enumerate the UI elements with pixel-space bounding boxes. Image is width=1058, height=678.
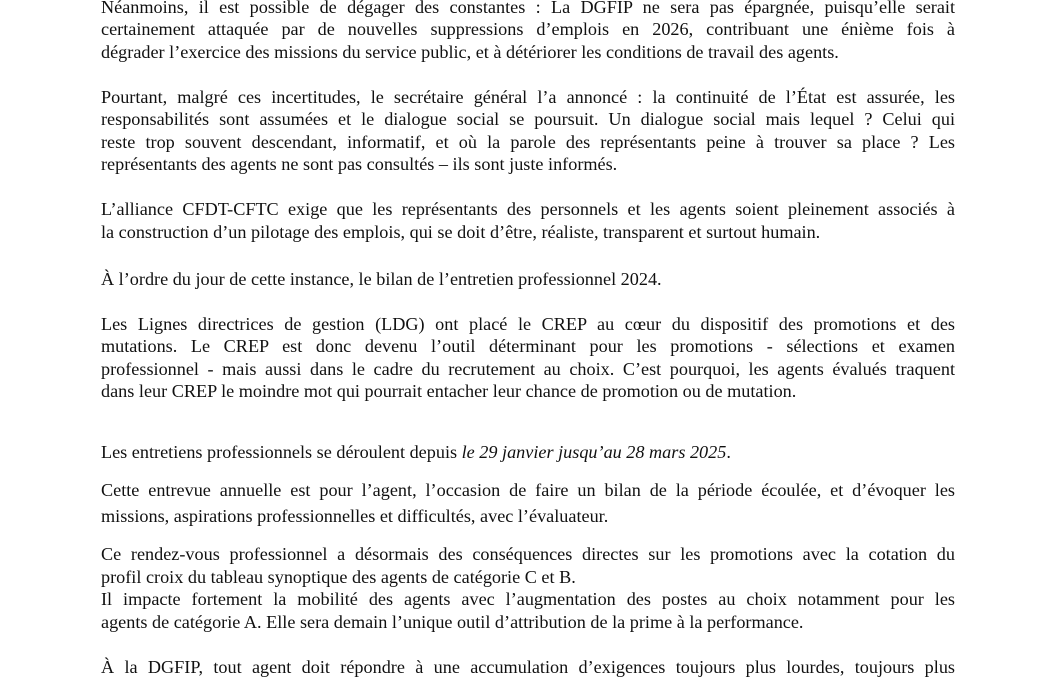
text-run: . bbox=[726, 442, 731, 462]
text-line: Les Lignes directrices de gestion (LDG) ont placé le CREP au cœur du dispositif des promotions et des bbox=[101, 314, 955, 334]
text-line: Pourtant, malgré ces incertitudes, le secrétaire général l’a annoncé : la continuité de l’État est assurée, les bbox=[101, 87, 955, 107]
text-line bbox=[101, 441, 955, 463]
text-line: la construction d’un pilotage des emplois, qui se doit d’être, réaliste, transparent et surtout humain. bbox=[101, 222, 821, 242]
text-line: agents de catégorie A. Elle sera demain l’unique outil d’attribution de la prime à la performance. bbox=[101, 612, 804, 632]
text-line: professionnel - mais aussi dans le cadre du recrutement au choix. C’est pourquoi, les agents évalués traquent bbox=[101, 359, 955, 379]
text-line: À l’ordre du jour de cette instance, le bilan de l’entretien professionnel 2024. bbox=[101, 269, 662, 289]
text-line: Cette entrevue annuelle est pour l’agent, l’occasion de faire un bilan de la période écoulée, et d’évoquer les bbox=[101, 480, 955, 500]
text-run: Les entretiens professionnels se déroulent depuis bbox=[101, 442, 462, 462]
text-line: certainement attaquée par de nouvelles suppressions d’emplois en 2026, contribuant une énième fois à bbox=[101, 19, 955, 39]
text-line: Ce rendez-vous professionnel a désormais des conséquences directes sur les promotions avec la cotation du bbox=[101, 544, 955, 564]
date-range-italic: le 29 janvier jusqu’au 28 mars 2025 bbox=[461, 442, 727, 462]
text-line: À la DGFIP, tout agent doit répondre à une accumulation d’exigences toujours plus lourdes, toujours plus bbox=[101, 657, 955, 677]
text-line: missions, aspirations professionnelles et difficultés, avec l’évaluateur. bbox=[101, 506, 609, 526]
text-line: dans leur CREP le moindre mot qui pourrait entacher leur chance de promotion ou de mutation. bbox=[101, 381, 797, 401]
text-line: Néanmoins, il est possible de dégager des constantes : La DGFIP ne sera pas épargnée, puisqu’elle serait bbox=[101, 0, 955, 17]
text-line: représentants des agents ne sont pas consultés – ils sont juste informés. bbox=[101, 154, 618, 174]
text-line: L’alliance CFDT-CFTC exige que les représentants des personnels et les agents soient pleinement associés à bbox=[101, 199, 955, 219]
text-line: profil croix du tableau synoptique des agents de catégorie C et B. bbox=[101, 567, 576, 587]
text-line: reste trop souvent descendant, informatif, et où la parole des représentants peine à trouver sa place ? Les bbox=[101, 132, 955, 152]
text-line: responsabilités sont assumées et le dialogue social se poursuit. Un dialogue social mais lequel ? Celui qui bbox=[101, 109, 955, 129]
text-line: mutations. Le CREP est donc devenu l’outil déterminant pour les promotions - sélections et examen bbox=[101, 336, 955, 356]
text-line: dégrader l’exercice des missions du service public, et à détériorer les conditions de travail des agents. bbox=[101, 42, 839, 62]
text-line: Il impacte fortement la mobilité des agents avec l’augmentation des postes au choix notamment pour les bbox=[101, 589, 955, 609]
